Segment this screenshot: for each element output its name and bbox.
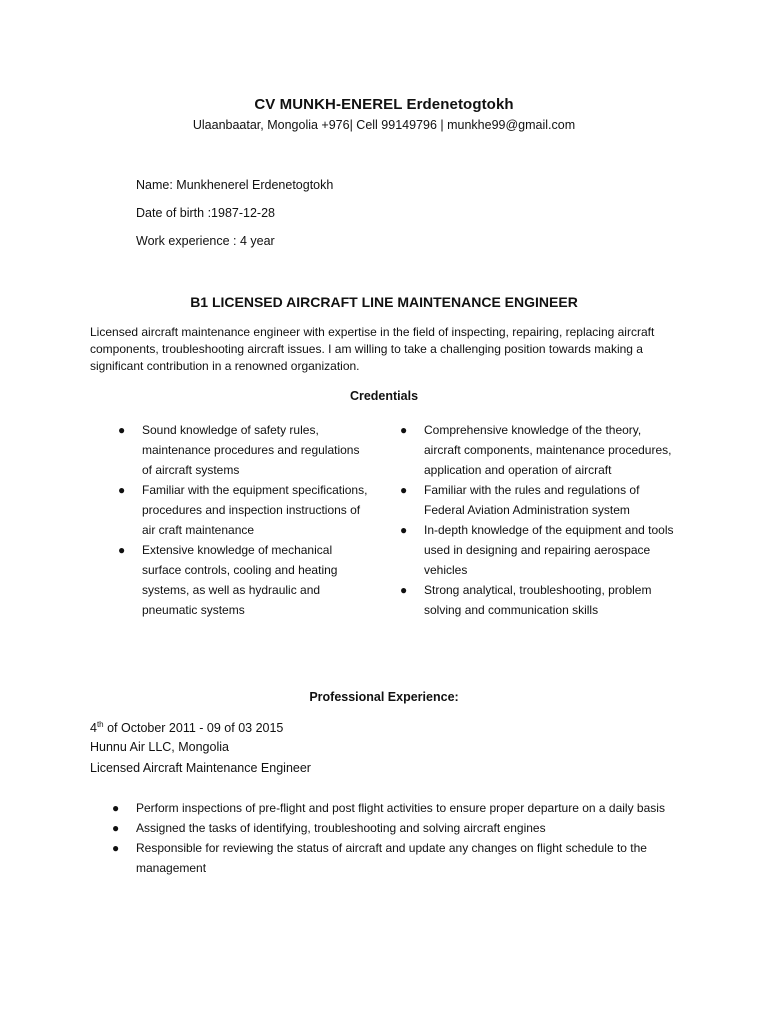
list-item-text: Assigned the tasks of identifying, troubleshooting and solving aircraft engines: [136, 821, 546, 835]
list-item-text: Perform inspections of pre-flight and post flight activities to ensure proper departure on a daily basis: [136, 801, 665, 815]
job-headline: B1 LICENSED AIRCRAFT LINE MAINTENANCE ENGINEER: [190, 294, 578, 310]
bullet-icon: ●: [112, 801, 120, 815]
bullet-icon: ●: [400, 423, 408, 437]
bullet-icon: ●: [400, 583, 408, 597]
credentials-right-list: [400, 420, 680, 620]
bullet-icon: ●: [118, 483, 126, 497]
personal-name: Name: Munkhenerel Erdenetogtokh: [136, 178, 334, 192]
experience-heading: Professional Experience:: [309, 690, 459, 704]
personal-dob: Date of birth :1987-12-28: [136, 206, 275, 220]
list-item: [112, 798, 702, 818]
personal-experience: Work experience : 4 year: [136, 234, 275, 248]
experience-company: Hunnu Air LLC, Mongolia: [90, 740, 229, 754]
bullet-icon: ●: [118, 543, 126, 557]
date-day: 4: [90, 721, 97, 736]
list-item-text: Strong analytical, troubleshooting, problem solving and communication skills: [424, 583, 652, 617]
contact-line: Ulaanbaatar, Mongolia +976| Cell 99149796 | munkhe99@gmail.com: [192, 118, 576, 132]
list-item: [112, 818, 702, 838]
list-item-text: Familiar with the equipment specifications, procedures and inspection instructions of air craft maintenance: [142, 483, 368, 537]
list-item-text: Sound knowledge of safety rules, maintenance procedures and regulations of aircraft systems: [142, 423, 360, 477]
list-item: [400, 480, 680, 520]
list-item: [112, 838, 702, 878]
list-item-text: Extensive knowledge of mechanical surface controls, cooling and heating systems, as well as hydraulic and pneumatic systems: [142, 543, 338, 617]
duties-list: [112, 798, 702, 878]
date-suffix: th: [96, 720, 104, 729]
list-item-text: In-depth knowledge of the equipment and tools used in designing and repairing aerospace vehicles: [424, 523, 674, 577]
list-item: [400, 420, 680, 480]
cv-title: CV MUNKH-ENEREL Erdenetogtokh: [254, 96, 514, 113]
credentials-left-list: [118, 420, 368, 620]
list-item: [400, 580, 680, 620]
list-item: [118, 540, 368, 620]
bullet-icon: ●: [112, 821, 120, 835]
list-item-text: Comprehensive knowledge of the theory, aircraft components, maintenance procedures, application and operation of aircraft: [424, 423, 672, 477]
credentials-heading: Credentials: [349, 389, 419, 403]
bullet-icon: ●: [400, 483, 408, 497]
bullet-icon: ●: [118, 423, 126, 437]
date-rest: of October 2011 - 09 of 03 2015: [103, 721, 284, 736]
bullet-icon: ●: [112, 841, 120, 855]
list-item: [118, 480, 368, 540]
experience-dates: [90, 720, 283, 735]
summary-paragraph: Licensed aircraft maintenance engineer with expertise in the field of inspecting, repairing, replacing aircraft components, troubleshooting aircraft issues. I am willing to take a challenging position towards making a significant contribution in a renowned organization.: [90, 325, 655, 373]
list-item-text: Responsible for reviewing the status of aircraft and update any changes on flight schedule to the management: [136, 841, 647, 875]
experience-role: Licensed Aircraft Maintenance Engineer: [90, 761, 311, 775]
list-item-text: Familiar with the rules and regulations of Federal Aviation Administration system: [424, 483, 640, 517]
bullet-icon: ●: [400, 523, 408, 537]
list-item: [118, 420, 368, 480]
list-item: [400, 520, 680, 580]
